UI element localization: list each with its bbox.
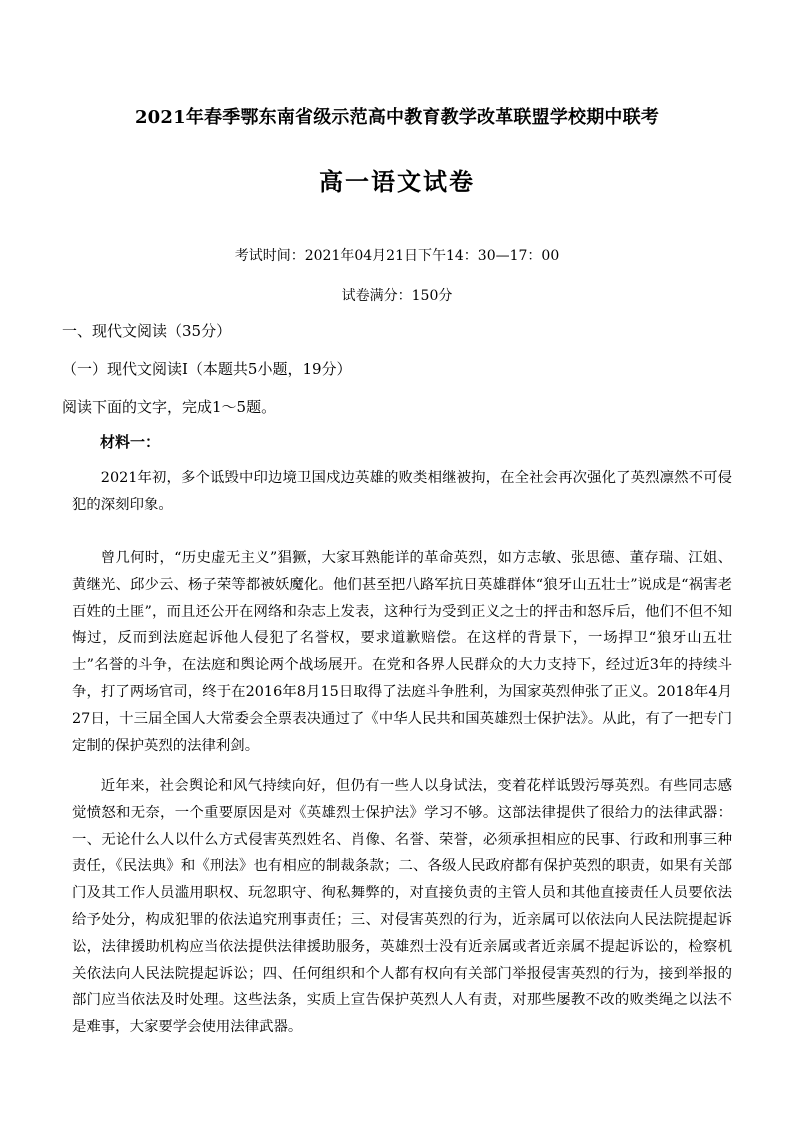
material-label: 材料一： xyxy=(100,433,161,451)
subsection-heading: （一）现代文阅读Ⅰ（本题共5小题，19分） xyxy=(62,360,352,378)
section-heading: 一、现代文阅读（35分） xyxy=(62,322,232,340)
reading-instruction: 阅读下面的文字，完成1～5题。 xyxy=(62,398,277,416)
exam-time: 考试时间：2021年04月21日下午14：30—17：00 xyxy=(234,248,560,264)
material-paragraph-3: 近年来，社会舆论和风气持续向好，但仍有一些人以身试法，变着花样诋毁污辱英烈。有些同志感觉愤怒和无奈，一个重要原因是对《英雄烈士保护法》学习不够。这部法律提供了很给力的法律武器：一、无论什么人以什么方式侵害英烈姓名、肖像、名誉、荣誉，必须承担相应的民事、行政和刑事三种责任，《民法典》和《刑法》也有相应的制裁条款；二、各级人民政府都有保护英烈的职责，如果有关部门及其工作人员滥用职权、玩忽职守、徇私舞弊的，对直接负责的主管人员和其他直接责任人员要依法给予处分，构成犯罪的依法追究刑事责任；三、对侵害英烈的行为，近亲属可以依法向人民法院提起诉讼，法律援助机构应当依法提供法律援助服务，英雄烈士没有近亲属或者近亲属不提起诉讼的，检察机关依法向人民法院提起诉讼；四、任何组织和个人都有权向有关部门举报侵害英烈的行为，接到举报的部门应当依法及时处理。这些法条，实质上宣告保护英烈人人有责，对那些屡教不改的败类绳之以法不是难事，大家要学会使用法律武器。 xyxy=(72,778,732,1036)
exam-score: 试卷满分：150分 xyxy=(341,288,453,304)
paper-title: 高一语文试卷 xyxy=(319,167,475,196)
exam-title: 2021年春季鄂东南省级示范高中教育教学改革联盟学校期中联考 xyxy=(134,107,660,128)
material-paragraph-2: 曾几何时，“历史虚无主义”猖獗，大家耳熟能详的革命英烈，如方志敏、张思德、董存瑞、江姐、黄继光、邱少云、杨子荣等都被妖魔化。他们甚至把八路军抗日英雄群体“狼牙山五壮士”说成是“祸害老百姓的土匪”，而且还公开在网络和杂志上发表，这种行为受到正义之士的抨击和怒斥后，他们不但不知悔过，反而到法庭起诉他人侵犯了名誉权，要求道歉赔偿。在这样的背景下，一场捍卫“狼牙山五壮士”名誉的斗争，在法庭和舆论两个战场展开。在党和各界人民群众的大力支持下，经过近3年的持续斗争，打了两场官司，终于在2016年8月15日取得了法庭斗争胜利，为国家英烈伸张了正义。2018年4月27日，十三届全国人大常委会全票表决通过了《中华人民共和国英雄烈士保护法》。从此，有了一把专门定制的保护英烈的法律利剑。 xyxy=(72,550,732,754)
material-paragraph-1: 2021年初，多个诋毁中印边境卫国戍边英雄的败类相继被拘，在全社会再次强化了英烈凛然不可侵犯的深刻印象。 xyxy=(72,470,732,513)
